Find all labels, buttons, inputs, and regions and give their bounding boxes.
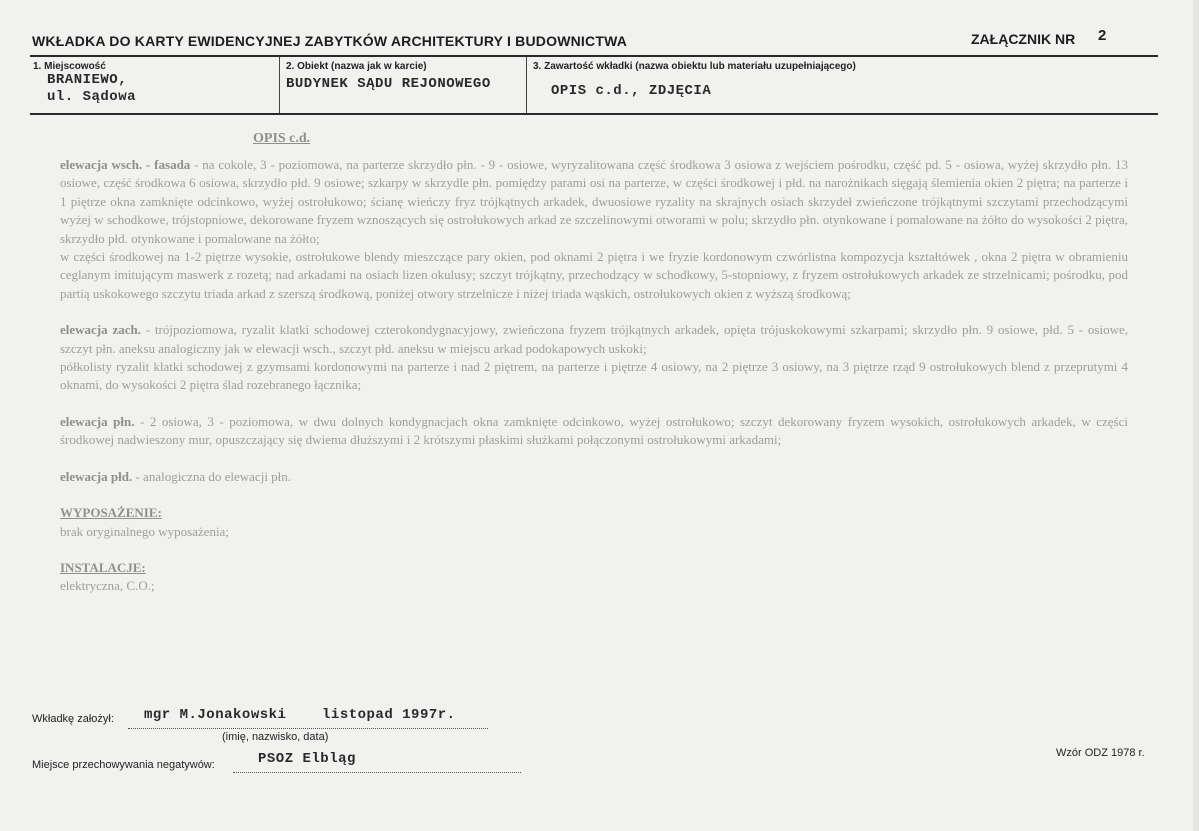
- north-elevation-text: - 2 osiowa, 3 - poziomowa, w dwu dolnych kondygnacjach okna zamknięte odcinkowo, wyżej ostrołukowo; szczyt dekorowany fryzem wysokich, ostrołukowych arkadek, w części środkowej nadwieszony mur, opuszczający się dwiema dłuższymi i 2 krótszymi płaskimi służkami połączonymi ostrołukowymi arkadami;: [60, 413, 1128, 448]
- equipment-text-row: [60, 523, 1128, 541]
- installations-heading: INSTALACJE:: [60, 559, 146, 575]
- east-elevation-text: - na cokole, 3 - poziomowa, na parterze skrzydło płn. - 9 - osiowe, wyryzalitowana część środkowa 3 osiowa z wejściem pośrodku, część pd. 5 - osiowa, wyżej skrzydło płn. 13 osiowe, część środkowa 6 osiowa, skrzydło płd. 9 osiowe; szkarpy w skrzydle płn. pomiędzy parami osi na parterze, w części środkowej i płd. na narożnikach sięgają ślemienia okien 2 piętra; na parterze i 1 piętrze okna zamknięte odcinkowo, wyżej ostrołukowo; ścianę wieńczy fryz trójkątnych arkadek, dwuosiowe ryzality na skrajnych osiach skrzydeł zwieńczone trójkątnymi szczytami przechodzącymi wyżej w schodkowe, trójstopniowe, dekorowane fryzem wznoszących się ostrołukowych arkad ze szczelinowymi otworami w polu; skrzydło płn. otynkowane i pomalowane na żółto do wysokości 2 piętra, skrzydło płd. otynkowane i pomalowane na żółto;: [60, 157, 1128, 246]
- field3-label: 3. Zawartość wkładki (nazwa obiektu lub materiału uzupełniającego): [533, 61, 856, 72]
- form-code: Wzór ODZ 1978 r.: [1056, 747, 1145, 759]
- west-elevation-text: - trójpoziomowa, ryzalit klatki schodowej czterokondygnacyjowy, zwieńczona fryzem trójkątnych arkadek, opięta trójuskokowymi szkarpami; skrzydło płn. 9 osiowe, płd. 5 - osiowe, szczyt płn. aneksu analogiczny jak w elewacji wsch., szczyt płd. aneksu w miejscu arkad podokapowych uskoki;: [60, 322, 1128, 356]
- south-elevation-paragraph: [60, 468, 1128, 486]
- equipment-heading-row: [60, 504, 1128, 522]
- north-elevation-title: elewacja płn.: [60, 413, 135, 429]
- field-divider-1: [279, 57, 280, 113]
- author-sublabel: (imię, nazwisko, data): [222, 731, 329, 743]
- north-elevation-paragraph: [60, 413, 1128, 450]
- storage-dotted-line: [233, 771, 521, 773]
- header-bottom-rule: [30, 113, 1158, 115]
- form-title: WKŁADKA DO KARTY EWIDENCYJNEJ ZABYTKÓW ARCHITEKTURY I BUDOWNICTWA: [32, 33, 628, 49]
- author-dotted-line: [128, 727, 488, 729]
- annex-number: 2: [1098, 27, 1107, 44]
- west-elevation-title: elewacja zach.: [60, 322, 141, 338]
- field-divider-2: [526, 57, 527, 113]
- east-elevation-paragraph-2: [60, 248, 1128, 303]
- installations-text-row: [60, 577, 1128, 595]
- east-elevation-title: elewacja wsch. - fasada: [60, 157, 191, 172]
- installations-heading-row: [60, 559, 1128, 577]
- author-label: Wkładkę założył:: [32, 713, 114, 725]
- storage-label: Miejsce przechowywania negatywów:: [32, 759, 215, 771]
- equipment-heading: WYPOSAŻENIE:: [60, 505, 162, 521]
- east-elevation-paragraph: [60, 156, 1128, 248]
- header-top-rule: [30, 55, 1158, 57]
- field1-value-line2: ul. Sądowa: [47, 89, 137, 105]
- east-elevation-text-2: w części środkowej na 1-2 piętrze wysokie, ostrołukowe blendy mieszczące pary okien, pod oknami 2 piętra i we fryzie kordonowym czwórlistna kompozycja kształtówek , okna 2 piętra w obramieniu ceglanym imitującym maswerk z rozetą; nad arkadami na osiach lizen okulusy; szczyt trójkątny, przechodzący w schodkowy, 5-stopniowy, z fryzem ostrołukowych arkadek ze strzelnicami; pośrodku, pod partią uskokowego szczytu triada arkad z szerszą środkową, poniżej otwory strzelnicze i niżej triada wąskich, ostrołukowych okien z wyższą środkową;: [60, 249, 1128, 301]
- author-value: mgr M.Jonakowski listopad 1997r.: [144, 707, 456, 723]
- field3-value: OPIS c.d., ZDJĘCIA: [551, 83, 712, 99]
- west-elevation-paragraph: [60, 321, 1128, 358]
- description-heading: OPIS c.d.: [253, 131, 311, 146]
- west-elevation-text-2: półkolisty ryzalit klatki schodowej z gzymsami kordonowymi na parterze i nad 2 piętrem, na parterze i piętrze 4 osiowy, na 2 piętrze 3 osiowy, na 3 piętrze rząd 9 ostrołukowych blend z przeprutymi 4 oknami, do wysokości 2 piętra ślad rozebranego łącznika;: [60, 359, 1128, 393]
- card-edge: [1193, 0, 1199, 831]
- equipment-text: brak oryginalnego wyposażenia;: [60, 523, 229, 539]
- description-body: [60, 156, 1128, 596]
- installations-text: elektryczna, C.O.;: [60, 578, 155, 594]
- south-elevation-text: - analogiczna do elewacji płn.: [132, 468, 292, 484]
- annex-label: ZAŁĄCZNIK NR: [971, 31, 1076, 47]
- field1-value-line1: BRANIEWO,: [47, 72, 128, 88]
- south-elevation-title: elewacja płd.: [60, 468, 133, 484]
- field2-value: BUDYNEK SĄDU REJONOWEGO: [286, 76, 491, 92]
- field1-label: 1. Miejscowość: [33, 61, 106, 72]
- field2-label: 2. Obiekt (nazwa jak w karcie): [286, 61, 427, 72]
- storage-value: PSOZ Elbląg: [258, 751, 356, 767]
- west-elevation-paragraph-2: [60, 358, 1128, 395]
